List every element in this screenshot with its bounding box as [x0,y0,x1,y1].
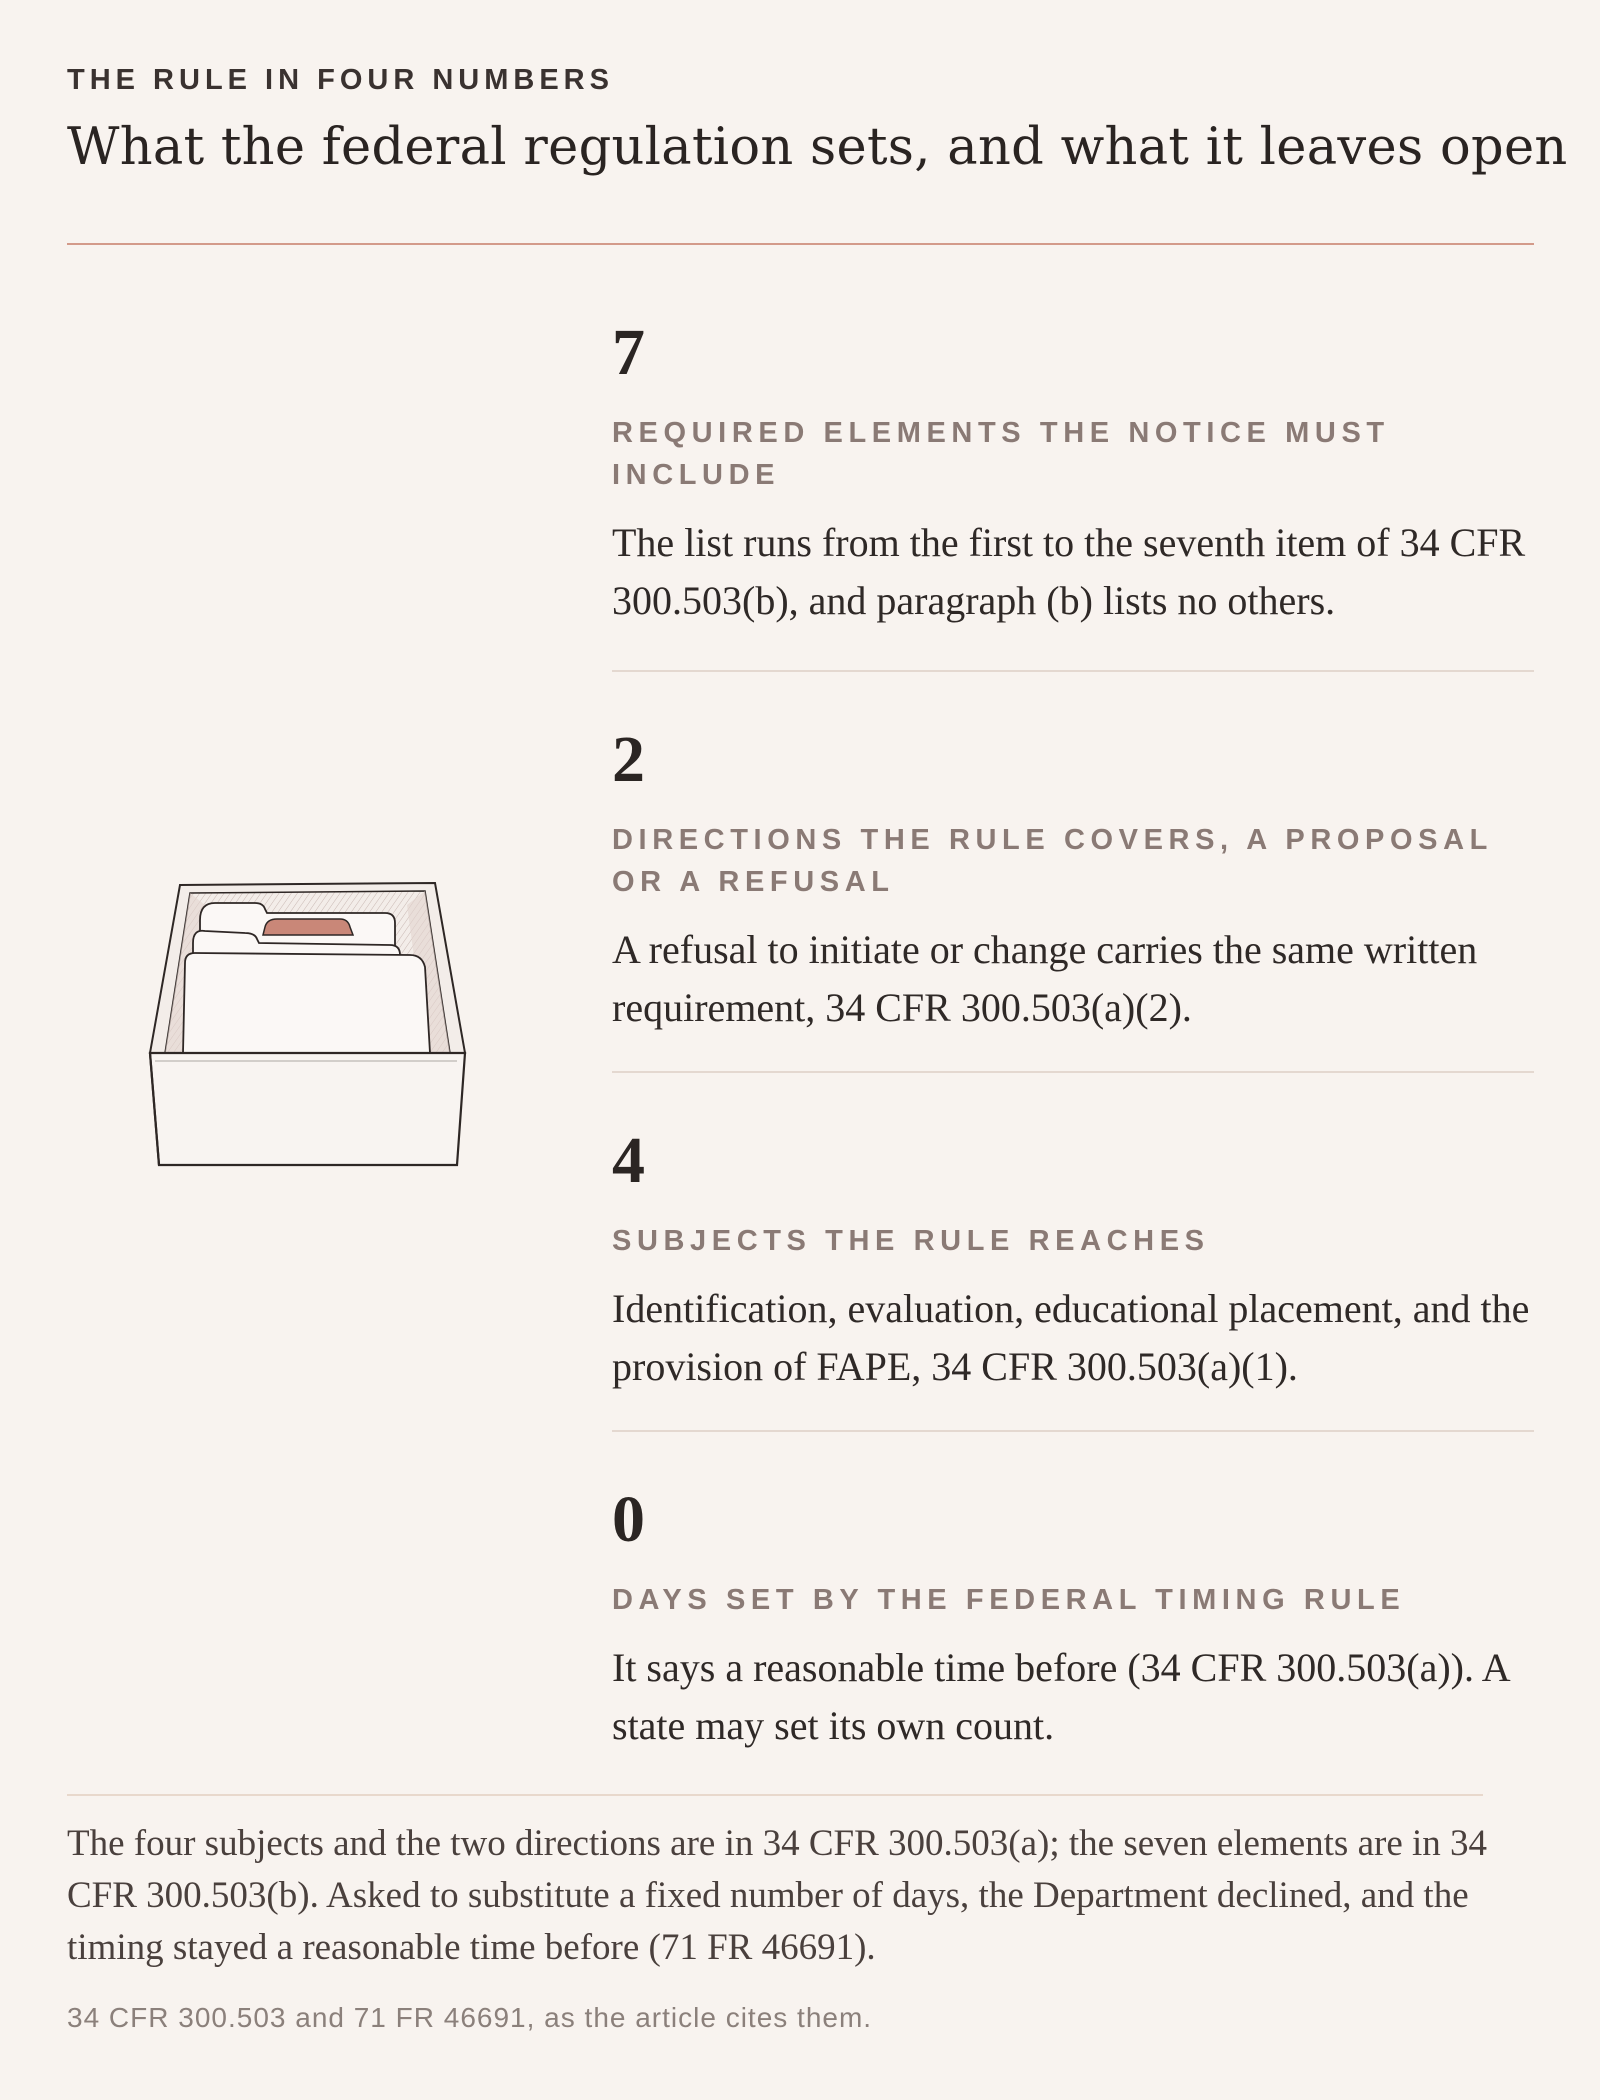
stats-list [612,316,1534,1755]
stat-description: Identification, evaluation, educational placement, and the provision of FAPE, 34 CFR 300.503(a)(1). [612,1286,1530,1389]
footer-divider [67,1794,1483,1796]
source-line: 34 CFR 300.503 and 71 FR 46691, as the article cites them. [67,2002,873,2033]
stat-number: 2 [612,723,645,796]
page-title: What the federal regulation sets, and what it leaves open [67,118,1568,177]
stat-item [612,1432,1534,1755]
file-box-icon [145,875,475,1170]
stat-label: SUBJECTS THE RULE REACHES [612,1225,1210,1257]
stat-description: It says a reasonable time before (34 CFR 300.503(a)). A state may set its own count. [612,1645,1509,1748]
eyebrow-label: THE RULE IN FOUR NUMBERS [67,64,614,96]
footer-note: The four subjects and the two directions are in 34 CFR 300.503(a); the seven elements are in 34 CFR 300.503(b). Asked to substitute a fixed number of days, the Department declined, and the timing stayed a reasonable time before (71 FR 46691). [67,1823,1488,1968]
stat-label: DAYS SET BY THE FEDERAL TIMING RULE [612,1584,1406,1616]
stat-item [612,672,1534,1071]
stat-number: 0 [612,1483,645,1556]
stat-description: A refusal to initiate or change carries the same written requirement, 34 CFR 300.503(a)(2). [612,927,1478,1030]
stat-number: 7 [612,316,645,389]
stat-label: DIRECTIONS THE RULE COVERS, A PROPOSAL OR A REFUSAL [612,824,1493,898]
stat-description: The list runs from the first to the seventh item of 34 CFR 300.503(b), and paragraph (b) lists no others. [612,520,1526,623]
stat-number: 4 [612,1124,645,1197]
stat-item [612,1073,1534,1430]
header-divider [67,243,1534,245]
stat-item [612,316,1534,670]
stat-label: REQUIRED ELEMENTS THE NOTICE MUST INCLUDE [612,417,1390,491]
